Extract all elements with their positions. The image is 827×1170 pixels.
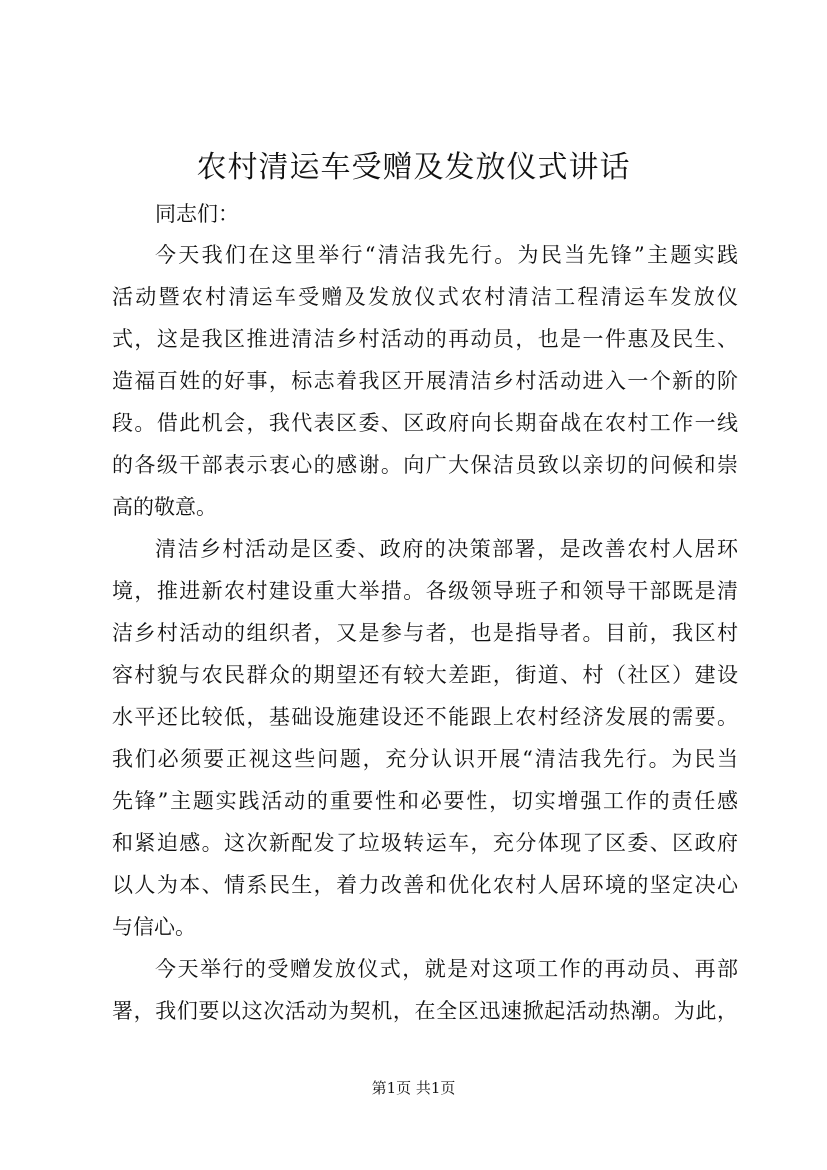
salutation: 同志们： xyxy=(155,202,239,226)
text-line: 活动暨农村清运车受赠及发放仪式农村清洁工程清运车发放仪 xyxy=(112,285,738,309)
text-line: 容村貌与农民群众的期望还有较大差距，街道、村（社区）建设 xyxy=(112,663,738,687)
text-line: 清洁乡村活动是区委、政府的决策部署，是改善农村人居环 xyxy=(155,537,738,561)
text-line: 今天举行的受赠发放仪式，就是对这项工作的再动员、再部 xyxy=(155,957,738,981)
text-line: 署，我们要以这次活动为契机，在全区迅速掀起活动热潮。为此， xyxy=(112,999,738,1023)
text-line: 以人为本、情系民生，着力改善和优化农村人居环境的坚定决心 xyxy=(112,873,738,897)
text-line: 的各级干部表示衷心的感谢。向广大保洁员致以亲切的问候和崇 xyxy=(112,453,738,477)
text-line: 和紧迫感。这次新配发了垃圾转运车，充分体现了区委、区政府 xyxy=(112,831,738,855)
document-title: 农村清运车受赠及发放仪式讲话 xyxy=(196,150,631,185)
text-line: 今天我们在这里举行“清洁我先行。为民当先锋”主题实践 xyxy=(155,243,738,267)
text-line: 高的敬意。 xyxy=(112,495,217,519)
text-line: 段。借此机会，我代表区委、区政府向长期奋战在农村工作一线 xyxy=(112,411,738,435)
text-line: 水平还比较低，基础设施建设还不能跟上农村经济发展的需要。 xyxy=(112,705,738,729)
text-line: 造福百姓的好事，标志着我区开展清洁乡村活动进入一个新的阶 xyxy=(112,369,738,393)
text-line: 境，推进新农村建设重大举措。各级领导班子和领导干部既是清 xyxy=(112,579,738,603)
text-line: 式，这是我区推进清洁乡村活动的再动员，也是一件惠及民生、 xyxy=(112,327,738,351)
text-line: 洁乡村活动的组织者，又是参与者，也是指导者。目前，我区村 xyxy=(112,621,738,645)
text-line: 与信心。 xyxy=(112,915,196,939)
text-line: 先锋”主题实践活动的重要性和必要性，切实增强工作的责任感 xyxy=(112,789,738,813)
page-footer: 第1页 共1页 xyxy=(371,1079,456,1097)
text-line: 我们必须要正视这些问题，充分认识开展“清洁我先行。为民当 xyxy=(112,747,738,771)
